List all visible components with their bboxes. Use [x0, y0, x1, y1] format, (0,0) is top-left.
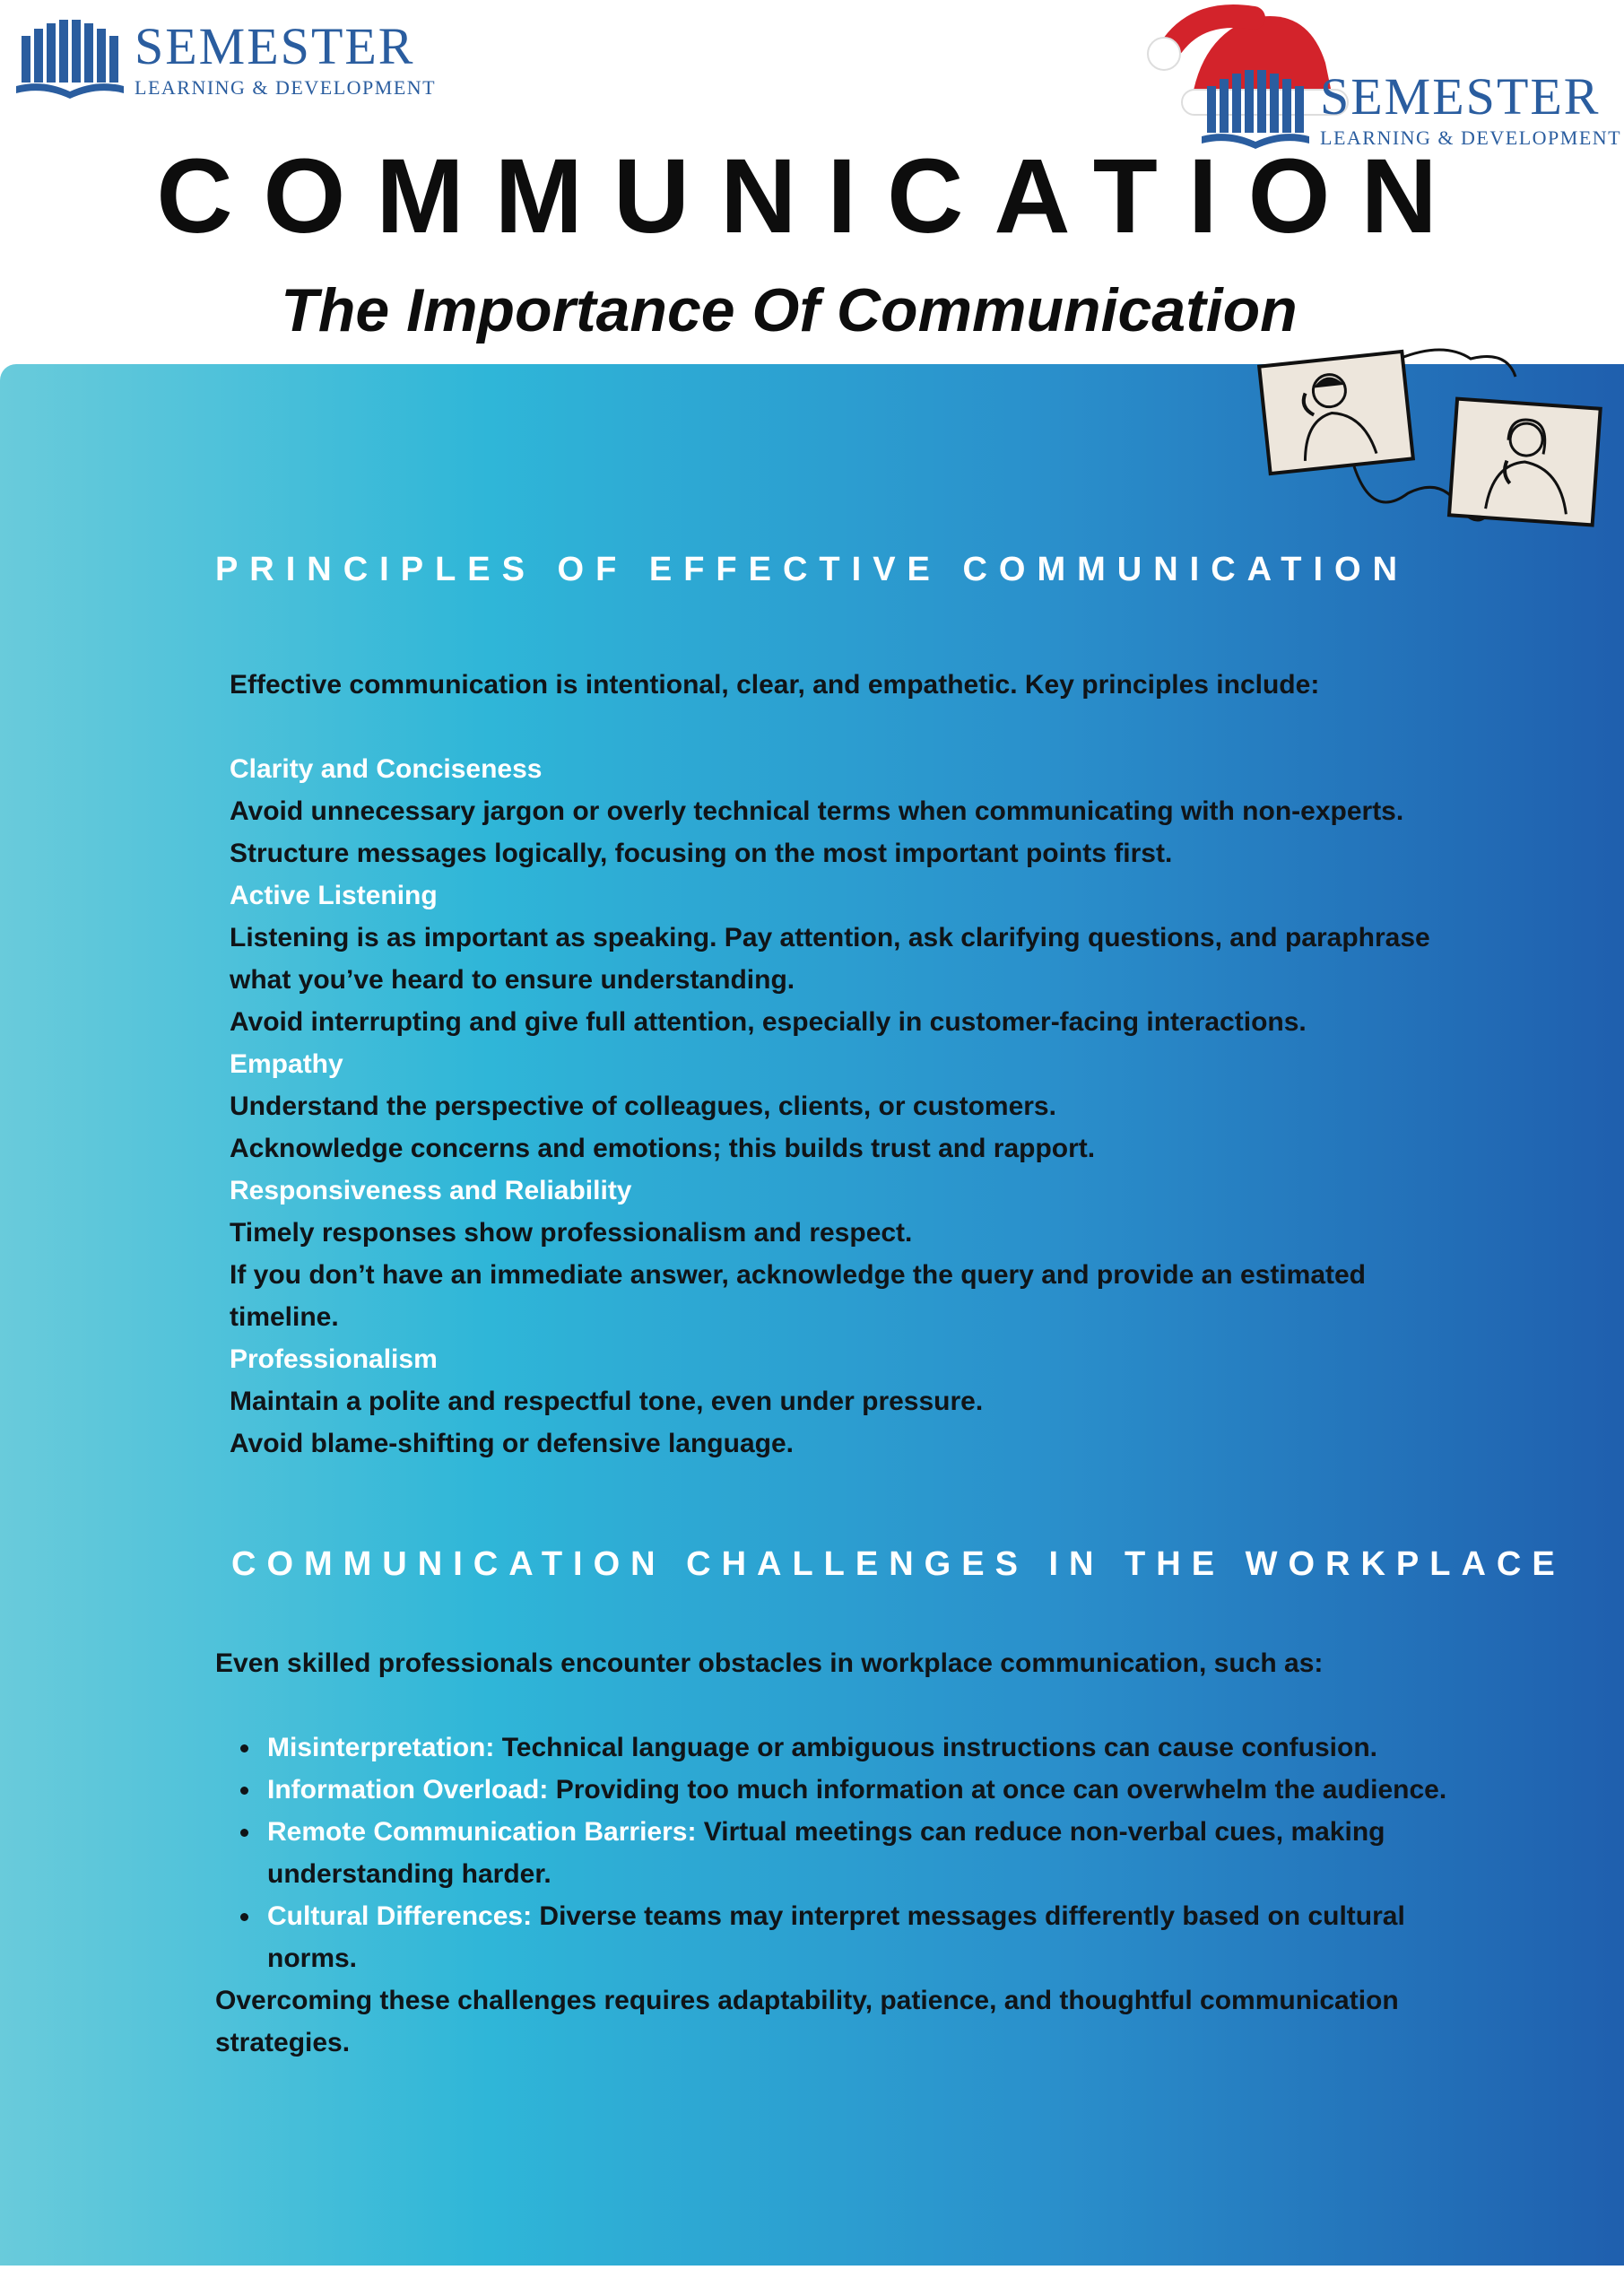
challenge-item: [215, 1769, 1489, 1811]
section-heading-principles: PRINCIPLES OF EFFECTIVE COMMUNICATION: [214, 551, 1410, 588]
spacer: [230, 706, 1485, 748]
phone-call-illustration: [1238, 341, 1614, 538]
challenge-description: Technical language or ambiguous instructions can cause confusion.: [494, 1733, 1377, 1762]
principles-body: [230, 664, 1485, 1465]
challenge-term: Remote Communication Barriers:: [267, 1817, 697, 1847]
principle-text: If you don’t have an immediate answer, acknowledge the query and provide an estimated: [230, 1260, 1367, 1290]
closing-text: strategies.: [215, 2028, 351, 2057]
section-heading-challenges: COMMUNICATION CHALLENGES IN THE WORKPLACE: [231, 1545, 1566, 1583]
principle-text: Maintain a polite and respectful tone, even under pressure.: [230, 1387, 984, 1416]
principle-heading: Empathy: [230, 1049, 343, 1079]
challenge-description: Providing too much information at once can overwhelm the audience.: [548, 1775, 1447, 1805]
page-title: COMMUNICATION: [156, 137, 1468, 256]
principle-text: timeline.: [230, 1302, 339, 1332]
challenges-closing: [215, 1979, 1489, 2064]
semester-logo-left: [16, 16, 437, 100]
principle-text: Timely responses show professionalism and respect.: [230, 1218, 913, 1248]
principle-text: Avoid interrupting and give full attention, especially in customer-facing interactions.: [230, 1007, 1307, 1037]
principle-text: Listening is as important as speaking. Pay attention, ask clarifying questions, and paraphrase: [230, 923, 1430, 952]
principle-heading: Professionalism: [230, 1344, 438, 1374]
challenge-term: Misinterpretation:: [267, 1733, 495, 1762]
challenge-item: [215, 1895, 1489, 1979]
open-book-icon: [16, 20, 124, 100]
challenges-body: [215, 1642, 1489, 2064]
challenges-intro: Even skilled professionals encounter obstacles in workplace communication, such as:: [215, 1648, 1324, 1678]
challenge-description: Diverse teams may interpret messages differently based on cultural norms.: [267, 1901, 1405, 1973]
closing-text: Overcoming these challenges requires adaptability, patience, and thoughtful communication: [215, 1986, 1399, 2015]
logo-tagline: LEARNING & DEVELOPMENT: [1320, 126, 1622, 149]
principle-heading: Responsiveness and Reliability: [230, 1176, 632, 1205]
challenge-term: Information Overload:: [267, 1775, 549, 1805]
principle-text: what you’ve heard to ensure understanding.: [230, 965, 795, 995]
principles-lines: [230, 748, 1485, 1465]
principles-intro: Effective communication is intentional, clear, and empathetic. Key principles include:: [230, 670, 1320, 700]
logo-name: SEMESTER: [1320, 66, 1601, 126]
challenge-item: [215, 1726, 1489, 1769]
principle-text: Acknowledge concerns and emotions; this builds trust and rapport.: [230, 1134, 1096, 1163]
principle-heading: Clarity and Conciseness: [230, 754, 543, 784]
challenge-term: Cultural Differences:: [267, 1901, 533, 1931]
logo-tagline: LEARNING & DEVELOPMENT: [135, 75, 437, 99]
challenge-description: Virtual meetings can reduce non-verbal cues, making understanding harder.: [267, 1817, 1385, 1889]
challenge-item: [215, 1811, 1489, 1895]
principle-text: Understand the perspective of colleagues, clients, or customers.: [230, 1091, 1056, 1121]
principle-text: Avoid unnecessary jargon or overly technical terms when communicating with non-experts.: [230, 796, 1404, 826]
principle-text: Avoid blame-shifting or defensive language.: [230, 1429, 794, 1458]
logo-name: SEMESTER: [135, 16, 415, 75]
principle-text: Structure messages logically, focusing on the most important points first.: [230, 839, 1173, 868]
principle-heading: Active Listening: [230, 881, 438, 910]
challenges-list: [215, 1726, 1489, 1979]
spacer: [215, 1684, 1489, 1726]
page-subtitle: The Importance Of Communication: [281, 276, 1298, 344]
